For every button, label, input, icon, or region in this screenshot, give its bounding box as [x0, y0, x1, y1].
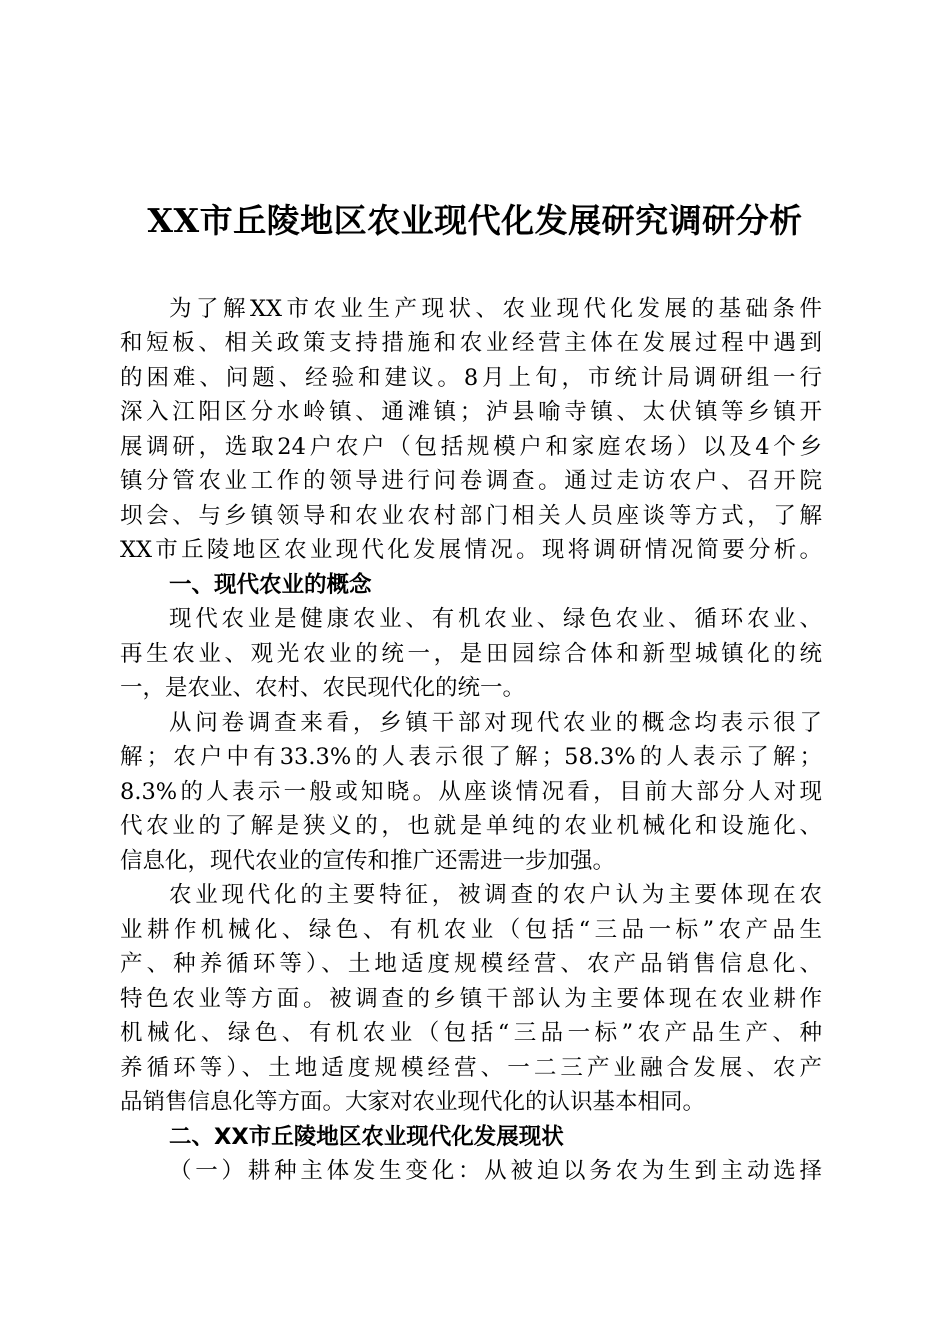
paragraph-line: 农业现代化的主要特征，被调查的农户认为主要体现在农: [169, 882, 822, 908]
paragraph-line: 品销售信息化等方面。大家对农业现代化的认识基本相同。: [120, 1089, 706, 1115]
paragraph-line: 深入江阳区分水岭镇、通滩镇；泸县喻寺镇、太伏镇等乡镇开: [120, 399, 822, 425]
paragraph-line: XX市丘陵地区农业现代化发展情况。现将调研情况简要分析。: [120, 537, 822, 563]
paragraph-line: 养循环等）、土地适度规模经营、一二三产业融合发展、农产: [120, 1055, 822, 1081]
paragraph-line: 镇分管农业工作的领导进行问卷调查。通过走访农户、召开院: [120, 468, 822, 494]
paragraph-line: 机械化、绿色、有机农业（包括“三品一标”农产品生产、种: [120, 1020, 822, 1046]
subsection-heading: （一）耕种主体发生变化：从被迫以务农为生到主动选择: [169, 1158, 822, 1184]
paragraph-line: 的困难、问题、经验和建议。8月上旬，市统计局调研组一行: [120, 365, 822, 391]
paragraph-line: 信息化，现代农业的宣传和推广还需进一步加强。: [120, 848, 616, 874]
paragraph-line: 8.3%的人表示一般或知晓。从座谈情况看，目前大部分人对现: [120, 779, 822, 805]
paragraph-line: 解；农户中有33.3%的人表示很了解；58.3%的人表示了解；: [120, 744, 822, 770]
paragraph-line: 一，是农业、农村、农民现代化的统一。: [120, 675, 526, 701]
paragraph-line: 特色农业等方面。被调查的乡镇干部认为主要体现在农业耕作: [120, 986, 822, 1012]
paragraph-line: 展调研，选取24户农户（包括规模户和家庭农场）以及4个乡: [120, 434, 822, 460]
paragraph-line: 坝会、与乡镇领导和农业农村部门相关人员座谈等方式，了解: [120, 503, 822, 529]
section-heading: 一、现代农业的概念: [169, 572, 372, 598]
document-title: XX市丘陵地区农业现代化发展研究调研分析: [147, 201, 803, 240]
paragraph-line: 代农业的了解是狭义的，也就是单纯的农业机械化和设施化、: [120, 813, 822, 839]
paragraph-line: 和短板、相关政策支持措施和农业经营主体在发展过程中遇到: [120, 330, 822, 356]
section-heading: 二、XX市丘陵地区农业现代化发展现状: [169, 1124, 564, 1150]
paragraph-line: 再生农业、观光农业的统一，是田园综合体和新型城镇化的统: [120, 641, 822, 667]
paragraph-line: 为了解XX市农业生产现状、农业现代化发展的基础条件: [169, 296, 822, 322]
paragraph-line: 从问卷调查来看，乡镇干部对现代农业的概念均表示很了: [169, 710, 822, 736]
paragraph-line: 产、种养循环等）、土地适度规模经营、农产品销售信息化、: [120, 951, 822, 977]
paragraph-line: 业耕作机械化、绿色、有机农业（包括“三品一标”农产品生: [120, 917, 822, 943]
paragraph-line: 现代农业是健康农业、有机农业、绿色农业、循环农业、: [169, 606, 822, 632]
